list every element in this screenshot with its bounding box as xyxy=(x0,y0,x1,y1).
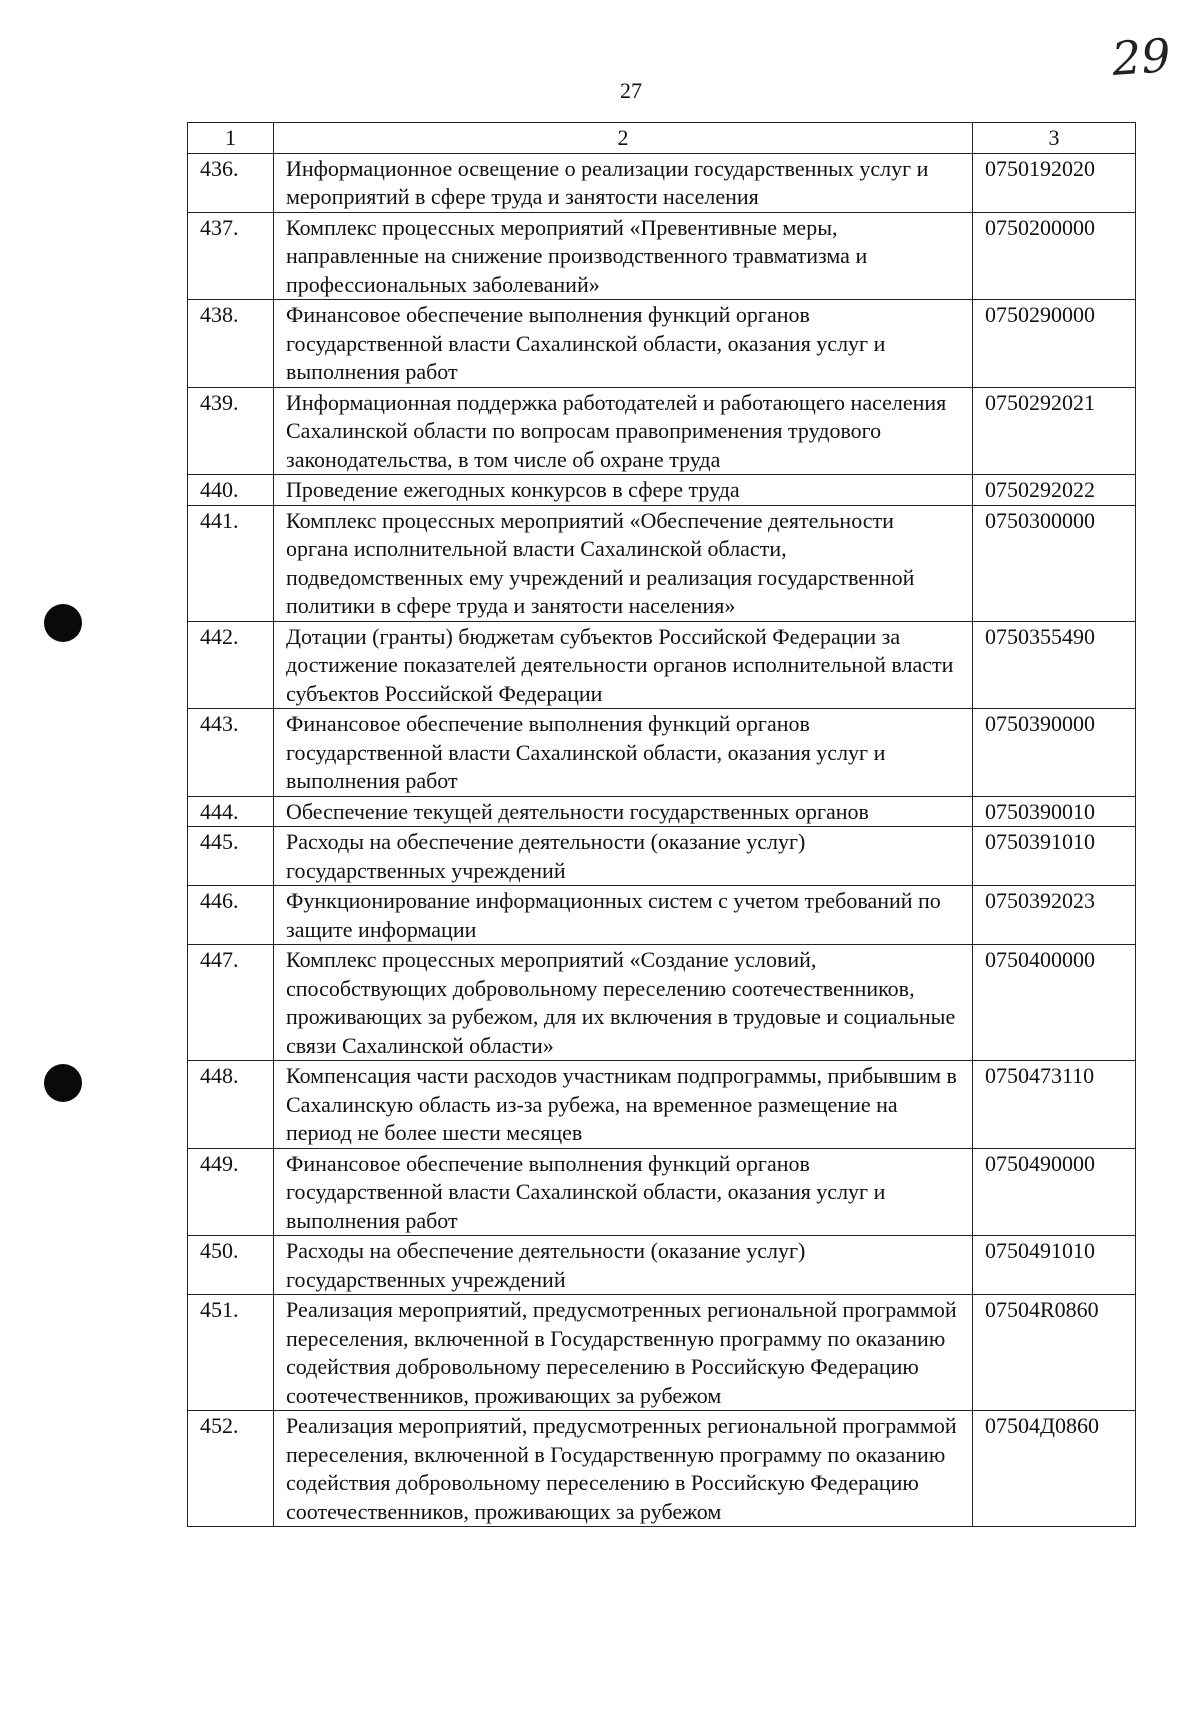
table-row xyxy=(188,212,1136,300)
row-number: 443. xyxy=(188,709,274,797)
row-code: 0750390000 xyxy=(973,709,1136,797)
handwritten-page-mark: 29 xyxy=(1110,28,1173,86)
table-row xyxy=(188,709,1136,797)
table-row xyxy=(188,1411,1136,1527)
table-row xyxy=(188,1148,1136,1236)
row-name: Расходы на обеспечение деятельности (оказание услуг) государственных учреждений xyxy=(274,1236,973,1295)
table-row xyxy=(188,621,1136,709)
row-number: 440. xyxy=(188,475,274,506)
row-name: Проведение ежегодных конкурсов в сфере труда xyxy=(274,475,973,506)
row-name: Информационное освещение о реализации государственных услуг и мероприятий в сфере труда и занятости населения xyxy=(274,153,973,212)
table-row xyxy=(188,387,1136,475)
header-col-code: 3 xyxy=(973,123,1136,154)
row-name: Финансовое обеспечение выполнения функций органов государственной власти Сахалинской области, оказания услуг и выполнения работ xyxy=(274,300,973,388)
row-code: 0750192020 xyxy=(973,153,1136,212)
row-name: Обеспечение текущей деятельности государственных органов xyxy=(274,796,973,827)
table-row xyxy=(188,1061,1136,1149)
row-number: 441. xyxy=(188,505,274,621)
row-code: 0750491010 xyxy=(973,1236,1136,1295)
row-code: 07504R0860 xyxy=(973,1295,1136,1411)
row-number: 447. xyxy=(188,945,274,1061)
row-code: 0750392023 xyxy=(973,886,1136,945)
row-name: Компенсация части расходов участникам подпрограммы, прибывшим в Сахалинскую область из-за рубежа, на временное размещение на период не более шести месяцев xyxy=(274,1061,973,1149)
row-number: 436. xyxy=(188,153,274,212)
table-row xyxy=(188,475,1136,506)
table-row xyxy=(188,1295,1136,1411)
table-row xyxy=(188,886,1136,945)
punch-hole xyxy=(44,604,82,642)
punch-hole xyxy=(44,1064,82,1102)
row-number: 449. xyxy=(188,1148,274,1236)
table-row xyxy=(188,1236,1136,1295)
row-name: Расходы на обеспечение деятельности (оказание услуг) государственных учреждений xyxy=(274,827,973,886)
table-body xyxy=(188,153,1136,1527)
row-number: 445. xyxy=(188,827,274,886)
table-row xyxy=(188,945,1136,1061)
row-number: 439. xyxy=(188,387,274,475)
row-code: 0750292021 xyxy=(973,387,1136,475)
row-number: 446. xyxy=(188,886,274,945)
row-name: Финансовое обеспечение выполнения функций органов государственной власти Сахалинской области, оказания услуг и выполнения работ xyxy=(274,709,973,797)
row-code: 0750292022 xyxy=(973,475,1136,506)
table-row xyxy=(188,505,1136,621)
table-row xyxy=(188,300,1136,388)
row-name: Реализация мероприятий, предусмотренных региональной программой переселения, включенной в Государственную программу по оказанию содействия добровольному переселению в Российскую Федерацию соотечественников, проживающих за рубежом xyxy=(274,1411,973,1527)
row-code: 0750391010 xyxy=(973,827,1136,886)
row-number: 442. xyxy=(188,621,274,709)
table-row xyxy=(188,796,1136,827)
table-row xyxy=(188,827,1136,886)
row-name: Комплекс процессных мероприятий «Превентивные меры, направленные на снижение производственного травматизма и профессиональных заболеваний» xyxy=(274,212,973,300)
row-code: 0750473110 xyxy=(973,1061,1136,1149)
row-number: 452. xyxy=(188,1411,274,1527)
row-name: Дотации (гранты) бюджетам субъектов Российской Федерации за достижение показателей деятельности органов исполнительной власти субъектов Российской Федерации xyxy=(274,621,973,709)
row-number: 451. xyxy=(188,1295,274,1411)
row-code: 0750400000 xyxy=(973,945,1136,1061)
row-number: 438. xyxy=(188,300,274,388)
row-number: 444. xyxy=(188,796,274,827)
row-code: 0750490000 xyxy=(973,1148,1136,1236)
budget-classification-table xyxy=(187,122,1136,1527)
row-name: Информационная поддержка работодателей и работающего населения Сахалинской области по вопросам правоприменения трудового законодательства, в том числе об охране труда xyxy=(274,387,973,475)
row-name: Финансовое обеспечение выполнения функций органов государственной власти Сахалинской области, оказания услуг и выполнения работ xyxy=(274,1148,973,1236)
table-header-row xyxy=(188,123,1136,154)
page-number: 27 xyxy=(620,78,642,103)
row-code: 0750290000 xyxy=(973,300,1136,388)
row-name: Реализация мероприятий, предусмотренных региональной программой переселения, включенной в Государственную программу по оказанию содействия добровольному переселению в Российскую Федерацию соотечественников, проживающих за рубежом xyxy=(274,1295,973,1411)
row-name: Комплекс процессных мероприятий «Создание условий, способствующих добровольному переселению соотечественников, проживающих за рубежом, для их включения в трудовые и социальные связи Сахалинской области» xyxy=(274,945,973,1061)
row-name: Комплекс процессных мероприятий «Обеспечение деятельности органа исполнительной власти Сахалинской области, подведомственных ему учреждений и реализация государственной политики в сфере труда и занятости населения» xyxy=(274,505,973,621)
header-col-name: 2 xyxy=(274,123,973,154)
row-code: 0750300000 xyxy=(973,505,1136,621)
row-number: 450. xyxy=(188,1236,274,1295)
row-number: 448. xyxy=(188,1061,274,1149)
row-code: 07504Д0860 xyxy=(973,1411,1136,1527)
table-row xyxy=(188,153,1136,212)
row-number: 437. xyxy=(188,212,274,300)
row-code: 0750390010 xyxy=(973,796,1136,827)
row-code: 0750200000 xyxy=(973,212,1136,300)
row-name: Функционирование информационных систем с учетом требований по защите информации xyxy=(274,886,973,945)
header-col-number: 1 xyxy=(188,123,274,154)
row-code: 0750355490 xyxy=(973,621,1136,709)
